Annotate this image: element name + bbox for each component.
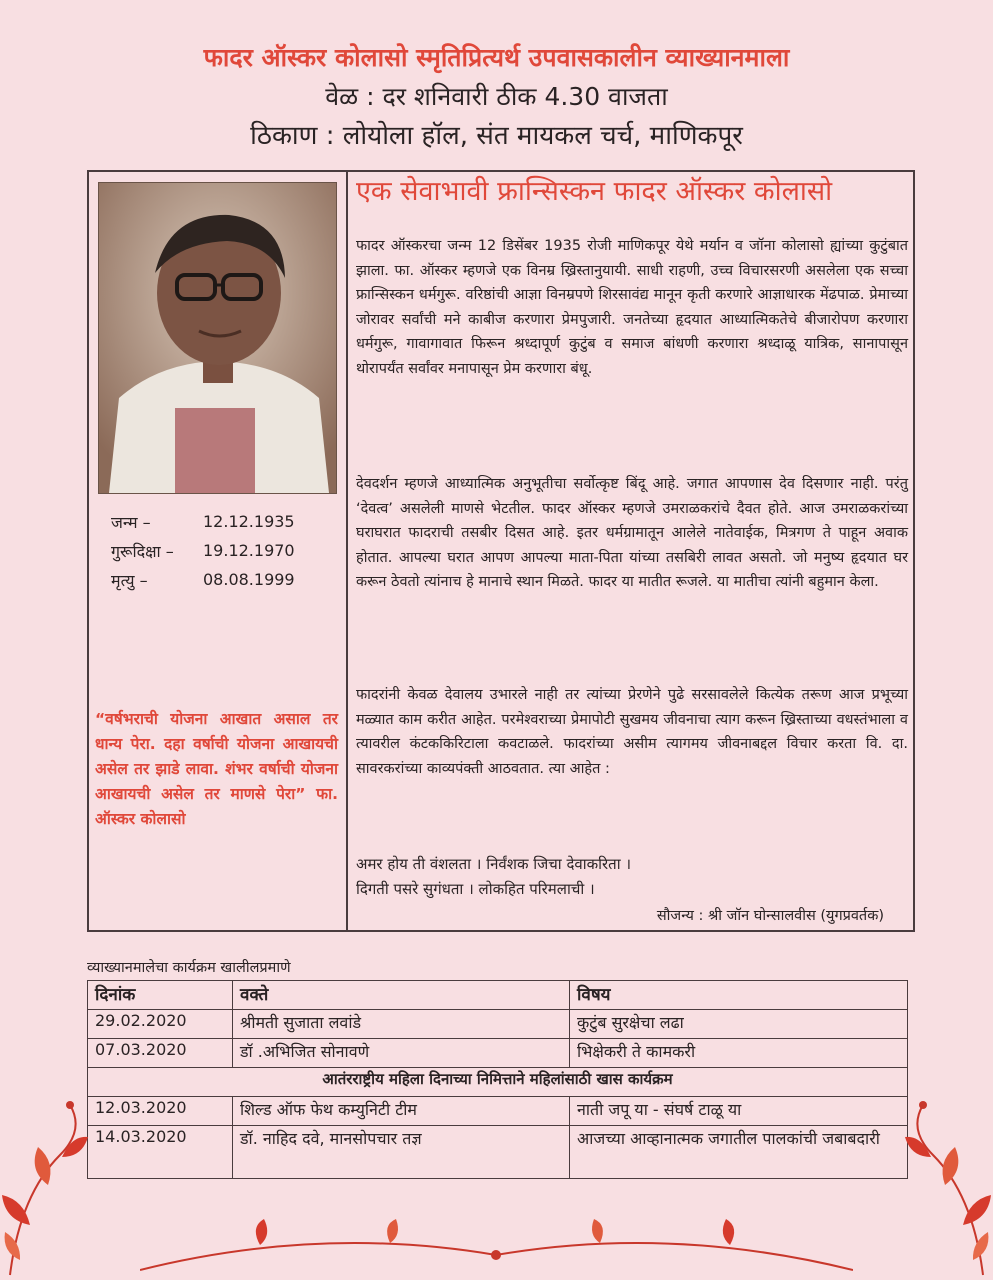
article-title: एक सेवाभावी फ्रान्सिस्कन फादर ऑस्कर कोलासो [356, 176, 833, 207]
topic-cell: नाती जपू या - संघर्ष टाळू या [570, 1097, 908, 1126]
poem-line: अमर होय ती वंशलता । निर्वंशक जिचा देवाकरिता । [356, 855, 632, 873]
fact-row [111, 507, 341, 536]
series-place: ठिकाण : लोयोला हॉल, संत मायकल चर्च, माणिकपूर [250, 121, 743, 151]
schedule-table [87, 980, 908, 1179]
portrait-illustration [99, 183, 336, 493]
floral-corner-right [903, 1075, 993, 1280]
profile-column [89, 172, 346, 930]
topic-cell: कुटुंब सुरक्षेचा लढा [570, 1010, 908, 1039]
article-column [356, 172, 908, 924]
column-header: विषय [570, 981, 908, 1010]
paragraph: फादरांनी केवळ देवालय उभारले नाही तर त्यांच्या प्रेरणेने पुढे सरसावलेले कित्येक तरूण आज प्रभूच्या मळ्यात काम करीत आहेत. परमेश्वराच्या प्रेमापोटी सुखमय जीवनाचा त्याग करून ख्रिस्ताच्या वधस्तंभाला व त्यावरील कंटककिरिटाला कवटाळले. फादरांच्या असीम त्यागमय जीवनाबद्दल विचार करता वि. दा. सावरकरांच्या काव्यपंक्ती आठवतात. त्या आहेत : [356, 687, 908, 777]
speaker-cell: डॉ .अभिजित सोनावणे [233, 1039, 570, 1068]
poem-line: दिगती पसरे सुगंधता । लोकहित परिमलाची । [356, 880, 595, 898]
series-title: फादर ऑस्कर कोलासो स्मृतिप्रित्यर्थ उपवासकालीन व्याख्यानमाला [203, 43, 790, 72]
table-header-row [88, 981, 908, 1010]
column-header: दिनांक [88, 981, 233, 1010]
topic-cell: आजच्या आव्हानात्मक जगातील पालकांची जबाबदारी [570, 1126, 908, 1179]
date-cell: 14.03.2020 [88, 1126, 233, 1179]
poem [356, 852, 908, 902]
floral-corner-left [0, 1075, 90, 1280]
date-cell: 07.03.2020 [88, 1039, 233, 1068]
header [0, 40, 993, 156]
quote: “वर्षभराची योजना आखात असाल तर धान्य पेरा. दहा वर्षाची योजना आखायची असेल तर झाडे लावा. शंभर वर्षाची योजना आखायची असेल तर माणसे पेरा” फा. ऑस्कर कोलासो [95, 710, 338, 828]
column-header: वक्ते [233, 981, 570, 1010]
table-row [88, 1068, 908, 1097]
column-divider [346, 170, 348, 932]
table-row [88, 1126, 908, 1179]
fact-row [111, 565, 341, 594]
table-row [88, 1039, 908, 1068]
speaker-cell: डॉ. नाहिद दवे, मानसोपचार तज्ञ [233, 1126, 570, 1179]
fact-row [111, 536, 341, 565]
series-time: वेळ : दर शनिवारी ठीक 4.30 वाजता [325, 82, 668, 111]
paragraph: देवदर्शन म्हणजे आध्यात्मिक अनुभूतीचा सर्वोत्कृष्ट बिंदू आहे. जगात आपणास देव दिसणार नाही. परंतु ‘देवत्व’ असलेली माणसे भेटतील. फादर ऑस्कर म्हणजे उमराळकरांचे दैवत होते. आज उमराळकरांच्या घराघरात फादराची तसबीर दिसत आहे. इतर धर्मग्रामातून आलेले नातेवाईक, मित्रगण ते पाहून अवाक होतात. आपल्या घरात आपण आपल्या माता-पिता यांच्या तसबिरी लावत असतो. जो मनुष्य हृदयात घर करून ठेवतो त्यांनाच हे मानाचे स्थान मिळते. फादर या मातीत रूजले. या मातीचा त्यांनी बहुमान केला. [356, 476, 908, 591]
table-row [88, 1097, 908, 1126]
life-dates [111, 507, 341, 594]
speaker-cell: श्रीमती सुजाता लवांडे [233, 1010, 570, 1039]
portrait-photo [98, 182, 337, 494]
date-cell: 29.02.2020 [88, 1010, 233, 1039]
special-program-banner: आतंरराष्ट्रीय महिला दिनाच्या निमित्ताने महिलांसाठी खास कार्यक्रम [88, 1068, 908, 1097]
table-row [88, 1010, 908, 1039]
credit: सौजन्य : श्री जॉन घोन्सालवीस (युगप्रवर्तक) [656, 908, 884, 924]
speaker-cell: शिल्ड ऑफ फेथ कम्युनिटी टीम [233, 1097, 570, 1126]
fact-value: 12.12.1935 [203, 512, 295, 531]
fact-label: जन्म – [111, 512, 151, 532]
paragraph: फादर ऑस्करचा जन्म 12 डिसेंबर 1935 रोजी माणिकपूर येथे मर्यान व जॉना कोलासो ह्यांच्या कुटुंबात झाला. फा. ऑस्कर म्हणजे एक विनम्र ख्रिस्तानुयायी. साधी राहणी, उच्च विचारसरणी असलेला एक सच्चा फ्रान्सिस्कन धर्मगुरू. वरिष्ठांची आज्ञा विनम्रपणे शिरसावंद्य मानून कृती करणारे आज्ञाधारक मेंढपाळ. प्रेमाच्या जोरावर सर्वांची मने काबीज करणारा प्रेमपुजारी. जनतेच्या हृदयात आध्यात्मिकतेचे बीजारोपण करणारा धर्मगुरू, गावागावात फिरून श्रध्दापूर्ण कुटुंब व समाज बांधणी करणारा श्रध्दाळू यात्रिक, सानापासून थोरापर्यंत सर्वांवर मनापासून प्रेम करणारा बंधू. [356, 238, 908, 377]
floral-border-bottom [140, 1215, 853, 1280]
schedule-caption: व्याख्यानमालेचा कार्यक्रम खालीलप्रमाणे [87, 960, 291, 976]
fact-value: 19.12.1970 [203, 541, 295, 560]
topic-cell: भिक्षेकरी ते कामकरी [570, 1039, 908, 1068]
fact-label: गुरूदिक्षा – [111, 541, 174, 561]
fact-label: मृत्यु – [111, 570, 148, 590]
date-cell: 12.03.2020 [88, 1097, 233, 1126]
fact-value: 08.08.1999 [203, 570, 295, 589]
